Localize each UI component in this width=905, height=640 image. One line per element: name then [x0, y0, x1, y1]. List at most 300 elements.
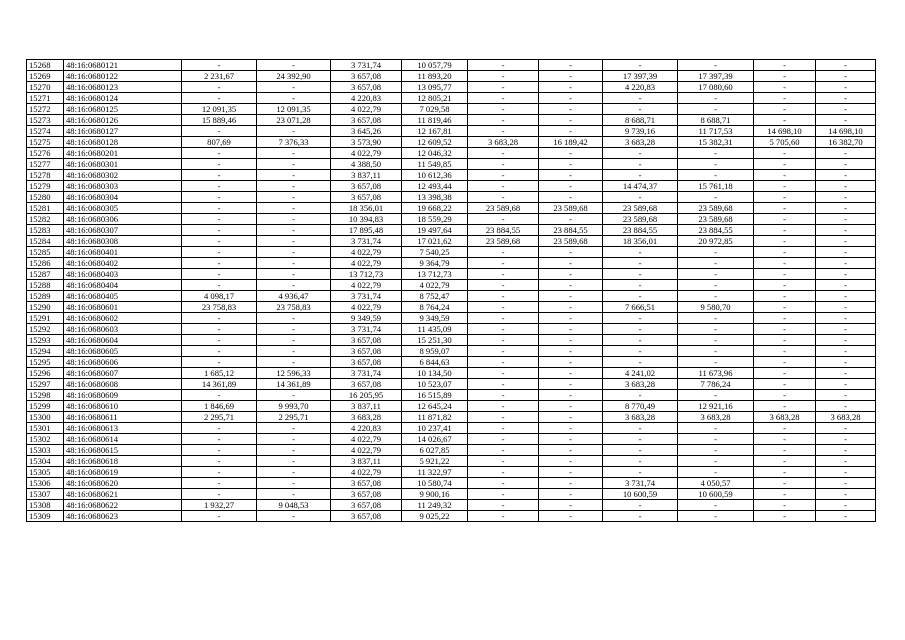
- value-cell: -: [468, 401, 539, 412]
- value-cell: -: [678, 104, 754, 115]
- value-cell: 20 972,85: [678, 236, 754, 247]
- value-cell: -: [816, 467, 876, 478]
- cadastral-number-cell: 48:16:0680613: [64, 423, 182, 434]
- value-cell: -: [539, 269, 603, 280]
- table-row: [27, 335, 876, 346]
- value-cell: 10 057,79: [402, 60, 468, 71]
- value-cell: -: [539, 357, 603, 368]
- cadastral-number-cell: 48:16:0680605: [64, 346, 182, 357]
- value-cell: 14 361,89: [182, 379, 257, 390]
- value-cell: -: [816, 71, 876, 82]
- value-cell: -: [468, 71, 539, 82]
- value-cell: -: [603, 434, 678, 445]
- value-cell: -: [539, 313, 603, 324]
- value-cell: 3 837,11: [331, 170, 402, 181]
- value-cell: 13 398,38: [402, 192, 468, 203]
- value-cell: -: [678, 390, 754, 401]
- value-cell: -: [539, 368, 603, 379]
- value-cell: 9 900,16: [402, 489, 468, 500]
- value-cell: -: [468, 511, 539, 522]
- value-cell: -: [182, 82, 257, 93]
- value-cell: -: [678, 148, 754, 159]
- value-cell: -: [754, 225, 816, 236]
- value-cell: 7 029,58: [402, 104, 468, 115]
- value-cell: 15 889,46: [182, 115, 257, 126]
- value-cell: 23 589,68: [678, 214, 754, 225]
- value-cell: 10 237,41: [402, 423, 468, 434]
- value-cell: -: [603, 170, 678, 181]
- value-cell: -: [257, 203, 331, 214]
- cadastral-number-cell: 48:16:0680303: [64, 181, 182, 192]
- value-cell: 3 573,90: [331, 137, 402, 148]
- cadastral-number-cell: 48:16:0680620: [64, 478, 182, 489]
- row-number-cell: 15269: [27, 71, 64, 82]
- value-cell: -: [816, 104, 876, 115]
- table-row: [27, 423, 876, 434]
- value-cell: -: [754, 247, 816, 258]
- value-cell: -: [182, 467, 257, 478]
- cadastral-number-cell: 48:16:0680301: [64, 159, 182, 170]
- value-cell: -: [539, 335, 603, 346]
- row-number-cell: 15297: [27, 379, 64, 390]
- value-cell: 23 589,68: [539, 203, 603, 214]
- value-cell: 3 657,08: [331, 346, 402, 357]
- value-cell: -: [539, 511, 603, 522]
- value-cell: 23 758,83: [257, 302, 331, 313]
- value-cell: -: [678, 159, 754, 170]
- value-cell: -: [678, 291, 754, 302]
- value-cell: -: [468, 115, 539, 126]
- cadastral-number-cell: 48:16:0680614: [64, 434, 182, 445]
- value-cell: -: [816, 148, 876, 159]
- table-row: [27, 489, 876, 500]
- table-row: [27, 60, 876, 71]
- value-cell: 3 657,08: [331, 500, 402, 511]
- value-cell: 3 657,08: [331, 511, 402, 522]
- value-cell: -: [754, 236, 816, 247]
- value-cell: -: [754, 456, 816, 467]
- table-row: [27, 104, 876, 115]
- value-cell: 23 884,55: [539, 225, 603, 236]
- value-cell: -: [816, 181, 876, 192]
- row-number-cell: 15272: [27, 104, 64, 115]
- value-cell: -: [539, 401, 603, 412]
- value-cell: -: [678, 434, 754, 445]
- cadastral-number-cell: 48:16:0680606: [64, 357, 182, 368]
- value-cell: -: [678, 60, 754, 71]
- value-cell: -: [678, 313, 754, 324]
- value-cell: 3 657,08: [331, 192, 402, 203]
- value-cell: -: [754, 192, 816, 203]
- value-cell: -: [182, 126, 257, 137]
- value-cell: 10 600,59: [678, 489, 754, 500]
- value-cell: 18 559,29: [402, 214, 468, 225]
- value-cell: 23 589,68: [468, 203, 539, 214]
- table-row: [27, 478, 876, 489]
- row-number-cell: 15281: [27, 203, 64, 214]
- row-number-cell: 15304: [27, 456, 64, 467]
- value-cell: -: [603, 511, 678, 522]
- value-cell: -: [468, 434, 539, 445]
- value-cell: -: [257, 313, 331, 324]
- row-number-cell: 15287: [27, 269, 64, 280]
- value-cell: 3 657,08: [331, 82, 402, 93]
- value-cell: 7 540,25: [402, 247, 468, 258]
- value-cell: -: [754, 181, 816, 192]
- value-cell: -: [603, 313, 678, 324]
- row-number-cell: 15274: [27, 126, 64, 137]
- cadastral-number-cell: 48:16:0680125: [64, 104, 182, 115]
- cadastral-number-cell: 48:16:0680610: [64, 401, 182, 412]
- value-cell: 4 022,79: [331, 148, 402, 159]
- row-number-cell: 15291: [27, 313, 64, 324]
- value-cell: 11 249,32: [402, 500, 468, 511]
- value-cell: -: [468, 60, 539, 71]
- value-cell: -: [468, 346, 539, 357]
- value-cell: 10 134,50: [402, 368, 468, 379]
- row-number-cell: 15306: [27, 478, 64, 489]
- value-cell: -: [816, 478, 876, 489]
- value-cell: 3 683,28: [603, 412, 678, 423]
- value-cell: -: [539, 302, 603, 313]
- value-cell: -: [257, 258, 331, 269]
- value-cell: -: [539, 181, 603, 192]
- row-number-cell: 15288: [27, 280, 64, 291]
- value-cell: 4 220,83: [331, 93, 402, 104]
- value-cell: -: [816, 335, 876, 346]
- cadastral-number-cell: 48:16:0680619: [64, 467, 182, 478]
- cadastral-number-cell: 48:16:0680124: [64, 93, 182, 104]
- value-cell: 9 364,79: [402, 258, 468, 269]
- value-cell: 11 819,46: [402, 115, 468, 126]
- value-cell: -: [678, 93, 754, 104]
- table-row: [27, 357, 876, 368]
- value-cell: 3 731,74: [603, 478, 678, 489]
- row-number-cell: 15292: [27, 324, 64, 335]
- value-cell: -: [468, 126, 539, 137]
- value-cell: -: [816, 401, 876, 412]
- value-cell: -: [754, 390, 816, 401]
- value-cell: 16 515,89: [402, 390, 468, 401]
- value-cell: 18 356,01: [331, 203, 402, 214]
- value-cell: -: [539, 324, 603, 335]
- value-cell: -: [257, 60, 331, 71]
- row-number-cell: 15276: [27, 148, 64, 159]
- value-cell: -: [182, 280, 257, 291]
- value-cell: -: [816, 302, 876, 313]
- value-cell: 4 022,79: [331, 467, 402, 478]
- value-cell: -: [603, 346, 678, 357]
- value-cell: -: [182, 225, 257, 236]
- value-cell: -: [257, 357, 331, 368]
- value-cell: 12 091,35: [182, 104, 257, 115]
- value-cell: -: [678, 324, 754, 335]
- value-cell: 13 095,77: [402, 82, 468, 93]
- value-cell: -: [816, 313, 876, 324]
- value-cell: -: [678, 247, 754, 258]
- value-cell: 19 497,64: [402, 225, 468, 236]
- value-cell: 3 657,08: [331, 115, 402, 126]
- value-cell: -: [816, 324, 876, 335]
- value-cell: -: [182, 203, 257, 214]
- cadastral-number-cell: 48:16:0680405: [64, 291, 182, 302]
- value-cell: -: [182, 357, 257, 368]
- value-cell: -: [257, 148, 331, 159]
- value-cell: -: [539, 126, 603, 137]
- value-cell: -: [257, 170, 331, 181]
- row-number-cell: 15299: [27, 401, 64, 412]
- value-cell: 4 220,83: [331, 423, 402, 434]
- value-cell: 12 805,21: [402, 93, 468, 104]
- value-cell: 8 688,71: [603, 115, 678, 126]
- value-cell: -: [539, 82, 603, 93]
- value-cell: 12 046,32: [402, 148, 468, 159]
- value-cell: 4 022,79: [331, 258, 402, 269]
- value-cell: 7 376,33: [257, 137, 331, 148]
- row-number-cell: 15285: [27, 247, 64, 258]
- value-cell: 4 241,02: [603, 368, 678, 379]
- value-cell: -: [257, 269, 331, 280]
- value-cell: -: [539, 478, 603, 489]
- value-cell: -: [257, 159, 331, 170]
- value-cell: -: [754, 148, 816, 159]
- value-cell: -: [816, 269, 876, 280]
- value-cell: -: [539, 467, 603, 478]
- value-cell: 807,69: [182, 137, 257, 148]
- value-cell: 12 167,81: [402, 126, 468, 137]
- cadastral-number-cell: 48:16:0680601: [64, 302, 182, 313]
- value-cell: -: [539, 445, 603, 456]
- value-cell: -: [468, 456, 539, 467]
- value-cell: 24 392,90: [257, 71, 331, 82]
- value-cell: -: [182, 214, 257, 225]
- row-number-cell: 15293: [27, 335, 64, 346]
- value-cell: -: [816, 434, 876, 445]
- value-cell: -: [182, 324, 257, 335]
- value-cell: -: [816, 489, 876, 500]
- value-cell: 4 098,17: [182, 291, 257, 302]
- value-cell: -: [468, 500, 539, 511]
- value-cell: 11 893,20: [402, 71, 468, 82]
- row-number-cell: 15305: [27, 467, 64, 478]
- value-cell: -: [182, 456, 257, 467]
- row-number-cell: 15290: [27, 302, 64, 313]
- value-cell: -: [257, 214, 331, 225]
- value-cell: 11 717,53: [678, 126, 754, 137]
- value-cell: 12 609,52: [402, 137, 468, 148]
- value-cell: -: [603, 247, 678, 258]
- table-row: [27, 401, 876, 412]
- value-cell: 9 048,53: [257, 500, 331, 511]
- value-cell: 11 549,85: [402, 159, 468, 170]
- value-cell: -: [257, 181, 331, 192]
- value-cell: 3 683,28: [331, 412, 402, 423]
- value-cell: 14 698,10: [816, 126, 876, 137]
- table-row: [27, 214, 876, 225]
- value-cell: 12 921,16: [678, 401, 754, 412]
- value-cell: -: [754, 71, 816, 82]
- value-cell: 19 668,22: [402, 203, 468, 214]
- value-cell: 23 589,68: [603, 203, 678, 214]
- value-cell: -: [182, 434, 257, 445]
- value-cell: 10 612,36: [402, 170, 468, 181]
- value-cell: -: [816, 500, 876, 511]
- value-cell: 3 731,74: [331, 368, 402, 379]
- value-cell: 4 022,79: [331, 247, 402, 258]
- value-cell: -: [754, 82, 816, 93]
- value-cell: 3 657,08: [331, 478, 402, 489]
- value-cell: -: [468, 280, 539, 291]
- value-cell: 2 295,71: [257, 412, 331, 423]
- value-cell: -: [754, 346, 816, 357]
- value-cell: 16 189,42: [539, 137, 603, 148]
- value-cell: -: [539, 291, 603, 302]
- row-number-cell: 15303: [27, 445, 64, 456]
- value-cell: 11 673,96: [678, 368, 754, 379]
- value-cell: -: [754, 500, 816, 511]
- value-cell: -: [754, 291, 816, 302]
- table-row: [27, 236, 876, 247]
- value-cell: -: [468, 390, 539, 401]
- value-cell: -: [257, 489, 331, 500]
- value-cell: -: [754, 401, 816, 412]
- value-cell: -: [539, 104, 603, 115]
- value-cell: -: [603, 280, 678, 291]
- value-cell: -: [468, 379, 539, 390]
- value-cell: -: [539, 412, 603, 423]
- value-cell: -: [603, 148, 678, 159]
- value-cell: -: [678, 511, 754, 522]
- value-cell: -: [754, 115, 816, 126]
- value-cell: -: [603, 456, 678, 467]
- value-cell: -: [182, 93, 257, 104]
- value-cell: -: [257, 511, 331, 522]
- value-cell: -: [754, 423, 816, 434]
- value-cell: 3 731,74: [331, 60, 402, 71]
- value-cell: -: [816, 236, 876, 247]
- row-number-cell: 15308: [27, 500, 64, 511]
- cadastral-number-cell: 48:16:0680308: [64, 236, 182, 247]
- value-cell: -: [754, 280, 816, 291]
- value-cell: 3 731,74: [331, 291, 402, 302]
- value-cell: -: [468, 148, 539, 159]
- value-cell: 11 322,97: [402, 467, 468, 478]
- value-cell: -: [754, 104, 816, 115]
- cadastral-number-cell: 48:16:0680607: [64, 368, 182, 379]
- value-cell: -: [468, 291, 539, 302]
- value-cell: -: [754, 203, 816, 214]
- value-cell: -: [678, 467, 754, 478]
- value-cell: -: [257, 192, 331, 203]
- value-cell: 23 589,68: [539, 236, 603, 247]
- value-cell: -: [816, 192, 876, 203]
- value-cell: 13 712,73: [402, 269, 468, 280]
- value-cell: -: [468, 412, 539, 423]
- table-row: [27, 379, 876, 390]
- value-cell: -: [257, 456, 331, 467]
- value-cell: -: [257, 247, 331, 258]
- value-cell: -: [603, 500, 678, 511]
- value-cell: -: [603, 335, 678, 346]
- value-cell: -: [257, 82, 331, 93]
- value-cell: -: [539, 71, 603, 82]
- value-cell: 4 022,79: [331, 445, 402, 456]
- value-cell: -: [257, 467, 331, 478]
- value-cell: -: [754, 434, 816, 445]
- value-cell: -: [468, 104, 539, 115]
- value-cell: -: [182, 511, 257, 522]
- value-cell: -: [257, 423, 331, 434]
- value-cell: 4 022,79: [331, 434, 402, 445]
- value-cell: 3 837,11: [331, 401, 402, 412]
- value-cell: -: [539, 258, 603, 269]
- value-cell: -: [816, 203, 876, 214]
- value-cell: -: [678, 269, 754, 280]
- value-cell: 1 685,12: [182, 368, 257, 379]
- table-row: [27, 456, 876, 467]
- value-cell: -: [816, 346, 876, 357]
- value-cell: 6 027,85: [402, 445, 468, 456]
- value-cell: -: [539, 192, 603, 203]
- value-cell: -: [468, 302, 539, 313]
- value-cell: -: [603, 390, 678, 401]
- value-cell: -: [539, 456, 603, 467]
- value-cell: -: [816, 379, 876, 390]
- value-cell: -: [468, 247, 539, 258]
- value-cell: -: [754, 159, 816, 170]
- value-cell: 18 356,01: [603, 236, 678, 247]
- row-number-cell: 15271: [27, 93, 64, 104]
- value-cell: -: [182, 335, 257, 346]
- value-cell: -: [603, 258, 678, 269]
- value-cell: -: [678, 170, 754, 181]
- value-cell: -: [257, 126, 331, 137]
- value-cell: -: [754, 302, 816, 313]
- value-cell: -: [539, 170, 603, 181]
- value-cell: 8 764,24: [402, 302, 468, 313]
- row-number-cell: 15284: [27, 236, 64, 247]
- value-cell: 17 021,62: [402, 236, 468, 247]
- value-cell: 11 871,82: [402, 412, 468, 423]
- row-number-cell: 15279: [27, 181, 64, 192]
- value-cell: -: [257, 346, 331, 357]
- value-cell: 3 683,28: [816, 412, 876, 423]
- value-cell: 3 657,08: [331, 379, 402, 390]
- value-cell: -: [678, 357, 754, 368]
- value-cell: -: [678, 423, 754, 434]
- value-cell: 10 580,74: [402, 478, 468, 489]
- value-cell: 10 600,59: [603, 489, 678, 500]
- value-cell: -: [678, 192, 754, 203]
- value-cell: -: [468, 258, 539, 269]
- table-row: [27, 324, 876, 335]
- value-cell: 23 589,68: [603, 214, 678, 225]
- table-row: [27, 170, 876, 181]
- value-cell: -: [468, 324, 539, 335]
- cadastral-number-cell: 48:16:0680127: [64, 126, 182, 137]
- table-row: [27, 346, 876, 357]
- table-row: [27, 126, 876, 137]
- cadastral-number-cell: 48:16:0680121: [64, 60, 182, 71]
- value-cell: -: [257, 280, 331, 291]
- table-row: [27, 71, 876, 82]
- value-cell: 23 071,28: [257, 115, 331, 126]
- cadastral-number-cell: 48:16:0680126: [64, 115, 182, 126]
- value-cell: -: [468, 269, 539, 280]
- value-cell: 4 022,79: [331, 302, 402, 313]
- value-cell: -: [182, 489, 257, 500]
- value-cell: 3 683,28: [603, 137, 678, 148]
